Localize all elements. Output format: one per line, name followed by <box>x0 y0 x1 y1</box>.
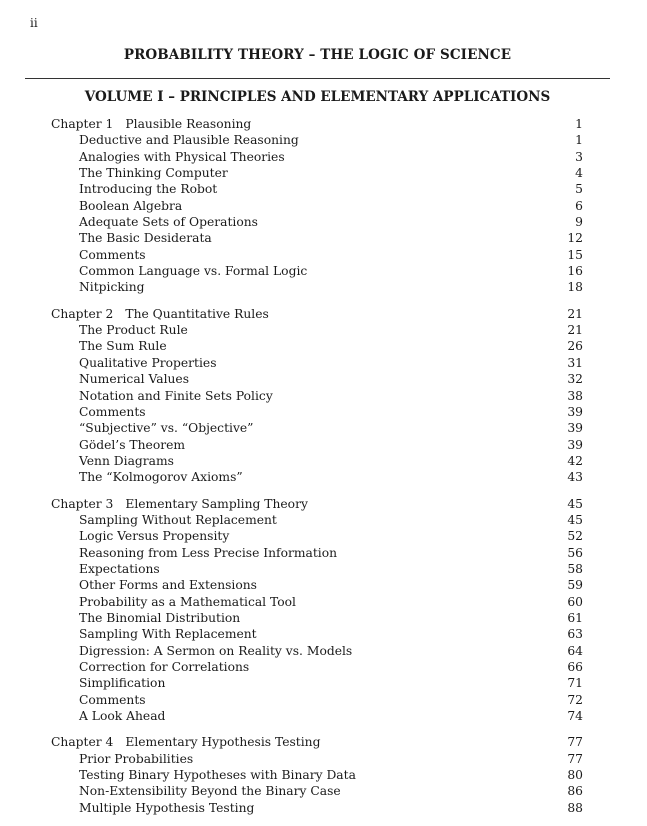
section-title: Nitpicking <box>79 280 145 295</box>
section-page-number: 18 <box>567 280 583 295</box>
section-title: Other Forms and Extensions <box>79 578 257 593</box>
section-page-number: 26 <box>567 339 583 354</box>
section-page-number: 32 <box>567 372 583 387</box>
section-entry[interactable] <box>51 149 583 165</box>
section-entry[interactable] <box>51 132 583 148</box>
section-page-number: 80 <box>567 768 583 783</box>
section-entry[interactable] <box>51 214 583 230</box>
section-page-number: 86 <box>567 784 583 799</box>
section-entry[interactable] <box>51 263 583 279</box>
section-title: Common Language vs. Formal Logic <box>79 264 308 279</box>
section-page-number: 39 <box>567 404 583 419</box>
section-entry[interactable] <box>51 469 583 485</box>
chapter-title-group <box>51 306 269 322</box>
section-title: Probability as a Mathematical Tool <box>79 594 296 609</box>
section-page-number: 5 <box>575 182 583 197</box>
page-number: ii <box>30 16 38 30</box>
section-entry[interactable] <box>51 800 583 816</box>
section-entry[interactable] <box>51 767 583 783</box>
section-entry[interactable] <box>51 659 583 675</box>
section-title: The Basic Desiderata <box>79 231 212 246</box>
section-page-number: 64 <box>567 643 583 658</box>
chapter-heading[interactable] <box>51 306 583 322</box>
section-entry[interactable] <box>51 545 583 561</box>
section-entry[interactable] <box>51 453 583 469</box>
section-title: Testing Binary Hypotheses with Binary Data <box>79 768 356 783</box>
chapter-title-group <box>51 734 320 750</box>
section-entry[interactable] <box>51 751 583 767</box>
section-entry[interactable] <box>51 437 583 453</box>
section-page-number: 31 <box>567 355 583 370</box>
section-title: Boolean Algebra <box>79 198 183 213</box>
section-page-number: 56 <box>567 545 583 560</box>
section-entry[interactable] <box>51 198 583 214</box>
section-entry[interactable] <box>51 388 583 404</box>
section-entry[interactable] <box>51 512 583 528</box>
chapter-page-number: 1 <box>575 117 583 131</box>
chapter-block <box>51 116 583 296</box>
volume-title: VOLUME I – PRINCIPLES AND ELEMENTARY APPLICATIONS <box>84 89 551 105</box>
chapter-page-number: 77 <box>567 735 583 750</box>
chapter-label: Chapter 1 <box>51 117 114 131</box>
section-entry[interactable] <box>51 355 583 371</box>
section-title: The Thinking Computer <box>79 166 228 181</box>
section-page-number: 52 <box>567 529 583 544</box>
section-page-number: 74 <box>567 709 583 724</box>
section-title: A Look Ahead <box>79 709 166 724</box>
section-page-number: 58 <box>567 561 583 576</box>
section-page-number: 39 <box>567 421 583 436</box>
section-entry[interactable] <box>51 181 583 197</box>
section-entry[interactable] <box>51 610 583 626</box>
section-page-number: 88 <box>567 800 583 815</box>
section-title: Notation and Finite Sets Policy <box>79 388 273 403</box>
section-entry[interactable] <box>51 322 583 338</box>
section-title: Introducing the Robot <box>79 182 218 197</box>
section-title: Digression: A Sermon on Reality vs. Models <box>79 643 353 658</box>
section-entry[interactable] <box>51 643 583 659</box>
section-title: Simplification <box>79 676 166 691</box>
section-entry[interactable] <box>51 247 583 263</box>
chapter-title-group <box>51 116 251 132</box>
title-rule <box>25 78 610 79</box>
section-page-number: 6 <box>575 198 583 213</box>
section-page-number: 71 <box>567 676 583 691</box>
section-page-number: 42 <box>567 453 583 468</box>
section-entry[interactable] <box>51 420 583 436</box>
section-page-number: 12 <box>567 231 583 246</box>
chapter-heading[interactable] <box>51 734 583 750</box>
section-page-number: 21 <box>567 323 583 338</box>
section-title: Comments <box>79 404 146 419</box>
section-entry[interactable] <box>51 692 583 708</box>
chapter-block <box>51 734 583 816</box>
section-entry[interactable] <box>51 279 583 295</box>
section-title: Analogies with Physical Theories <box>79 149 285 164</box>
section-page-number: 45 <box>567 512 583 527</box>
section-page-number: 61 <box>567 610 583 625</box>
section-entry[interactable] <box>51 594 583 610</box>
section-entry[interactable] <box>51 561 583 577</box>
section-title: Gödel’s Theorem <box>79 437 186 452</box>
section-title: The Sum Rule <box>79 339 167 354</box>
section-page-number: 72 <box>567 692 583 707</box>
section-title: Non-Extensibility Beyond the Binary Case <box>79 784 341 799</box>
section-page-number: 3 <box>575 149 583 164</box>
section-title: Multiple Hypothesis Testing <box>79 800 255 815</box>
chapter-title: Plausible Reasoning <box>125 117 252 131</box>
section-title: The Product Rule <box>79 323 188 338</box>
chapter-block <box>51 496 583 725</box>
section-title: Logic Versus Propensity <box>79 529 230 544</box>
section-entry[interactable] <box>51 783 583 799</box>
book-title: PROBABILITY THEORY – THE LOGIC OF SCIENCE <box>123 47 512 63</box>
section-title: The Binomial Distribution <box>79 610 241 625</box>
section-title: Expectations <box>79 561 160 576</box>
section-page-number: 63 <box>567 627 583 642</box>
section-title: Qualitative Properties <box>79 355 217 370</box>
section-entry[interactable] <box>51 675 583 691</box>
chapter-title-group <box>51 496 308 512</box>
section-entry[interactable] <box>51 230 583 246</box>
section-title: “Subjective” vs. “Objective” <box>79 421 254 436</box>
section-page-number: 60 <box>567 594 583 609</box>
chapter-heading[interactable] <box>51 496 583 512</box>
section-page-number: 38 <box>567 388 583 403</box>
chapter-label: Chapter 3 <box>51 496 114 511</box>
section-page-number: 43 <box>567 470 583 485</box>
section-page-number: 1 <box>575 133 583 148</box>
section-title: Sampling With Replacement <box>79 627 257 642</box>
section-entry[interactable] <box>51 165 583 181</box>
section-page-number: 9 <box>575 215 583 230</box>
section-page-number: 16 <box>567 264 583 279</box>
section-title: The “Kolmogorov Axioms” <box>79 470 243 485</box>
section-entry[interactable] <box>51 404 583 420</box>
chapter-label: Chapter 2 <box>51 306 114 321</box>
section-page-number: 66 <box>567 660 583 674</box>
section-title: Venn Diagrams <box>79 453 174 468</box>
chapter-block <box>51 306 583 486</box>
section-page-number: 59 <box>567 578 583 593</box>
section-entry[interactable] <box>51 626 583 642</box>
section-entry[interactable] <box>51 577 583 593</box>
section-page-number: 39 <box>567 437 583 452</box>
table-of-contents <box>51 116 583 826</box>
section-page-number: 15 <box>567 247 583 262</box>
section-title: Comments <box>79 692 146 707</box>
chapter-title: Elementary Sampling Theory <box>125 496 308 511</box>
section-page-number: 4 <box>575 166 583 181</box>
section-entry[interactable] <box>51 708 583 724</box>
section-title: Correction for Correlations <box>79 660 250 674</box>
section-title: Sampling Without Replacement <box>79 512 277 527</box>
section-entry[interactable] <box>51 528 583 544</box>
chapter-heading[interactable] <box>51 116 583 132</box>
section-title: Adequate Sets of Operations <box>79 215 258 230</box>
section-title: Comments <box>79 247 146 262</box>
chapter-label: Chapter 4 <box>51 735 114 750</box>
section-title: Reasoning from Less Precise Information <box>79 545 338 560</box>
chapter-page-number: 45 <box>567 496 583 511</box>
chapter-title: Elementary Hypothesis Testing <box>125 735 321 750</box>
section-page-number: 77 <box>567 751 583 766</box>
chapter-page-number: 21 <box>567 306 583 321</box>
section-entry[interactable] <box>51 371 583 387</box>
section-entry[interactable] <box>51 338 583 354</box>
section-title: Deductive and Plausible Reasoning <box>79 133 299 148</box>
section-title: Numerical Values <box>79 372 190 387</box>
section-title: Prior Probabilities <box>79 751 194 766</box>
chapter-title: The Quantitative Rules <box>125 306 269 321</box>
